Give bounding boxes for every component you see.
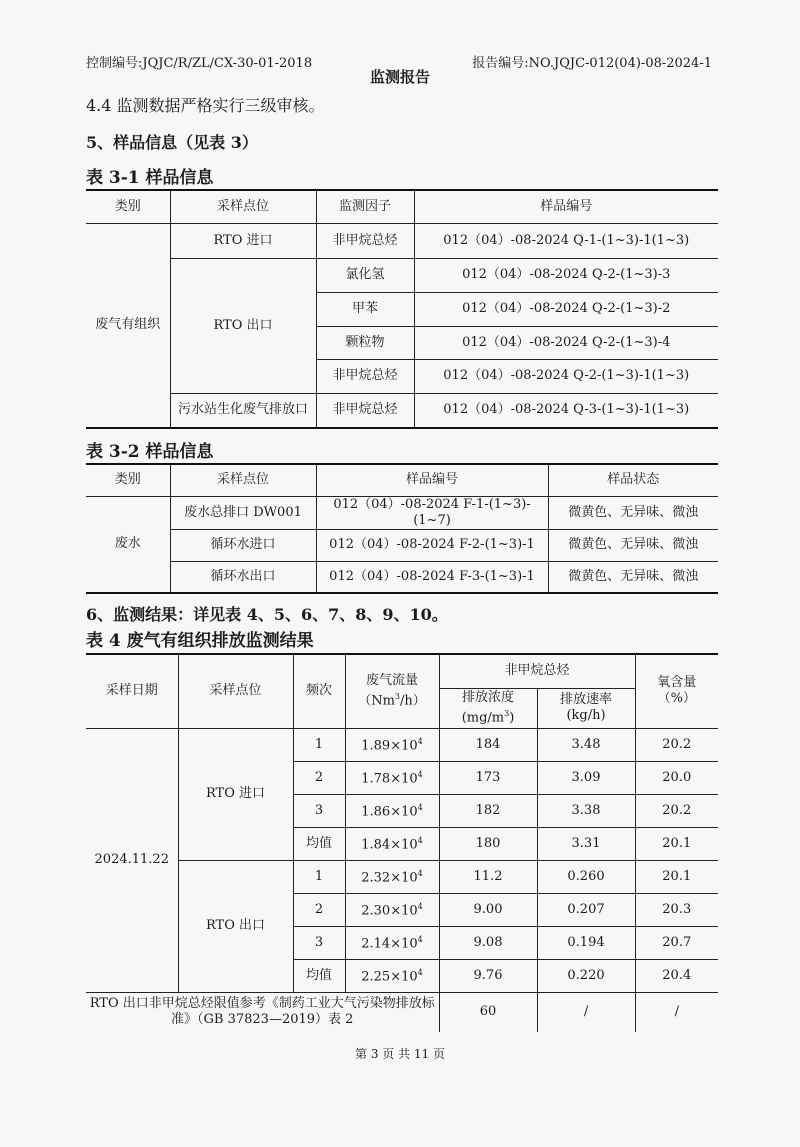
o2-cell: 20.2 — [635, 728, 718, 761]
freq-cell: 3 — [293, 926, 345, 959]
table-3-1-caption: 表 3-1 样品信息 — [86, 168, 214, 188]
point-cell: RTO 出口 — [178, 860, 293, 992]
table-header: 监测因子 — [316, 190, 414, 223]
category-cell: 废水 — [86, 496, 170, 593]
limit-rate-cell: / — [537, 992, 635, 1032]
conc-cell: 9.00 — [439, 893, 537, 926]
rate-cell: 3.31 — [537, 827, 635, 860]
table-header: 样品状态 — [548, 464, 718, 496]
freq-cell: 1 — [293, 860, 345, 893]
factor-cell: 非甲烷总烃 — [316, 393, 414, 428]
factor-cell: 颗粒物 — [316, 326, 414, 359]
rate-cell: 0.260 — [537, 860, 635, 893]
section-5-heading: 5、样品信息（见表 3） — [86, 133, 258, 152]
freq-cell: 均值 — [293, 959, 345, 992]
table-header: 采样日期 — [86, 654, 178, 728]
code-cell: 012（04）-08-2024 F-2-(1~3)-1 — [316, 529, 548, 561]
table-header — [345, 654, 439, 728]
o2-cell: 20.0 — [635, 761, 718, 794]
o2-cell: 20.1 — [635, 860, 718, 893]
o2-cell: 20.4 — [635, 959, 718, 992]
factor-cell: 氯化氢 — [316, 258, 414, 292]
factor-cell: 非甲烷总烃 — [316, 223, 414, 258]
conc-unit: $(mg/m^3)$ — [461, 708, 515, 726]
code-cell: 012（04）-08-2024 F-3-(1~3)-1 — [316, 561, 548, 593]
limit-o2-cell: / — [635, 992, 718, 1032]
conc-header: 排放浓度 — [461, 689, 514, 705]
table-4-caption: 表 4 废气有组织排放监测结果 — [86, 631, 314, 651]
freq-cell: 1 — [293, 728, 345, 761]
table-3-2-caption: 表 3-2 样品信息 — [86, 442, 214, 462]
flow-cell: $1.89\times 10^4$ — [345, 728, 439, 761]
limit-text-cell: RTO 出口非甲烷总烃限值参考《制药工业大气污染物排放标准》（GB 37823—2019）表 2 — [86, 992, 439, 1032]
paragraph-4-4: 4.4 监测数据严格实行三级审核。 — [86, 96, 325, 115]
document-title: 监测报告 — [369, 68, 430, 86]
o2-header: 氧含量 — [657, 675, 697, 691]
rate-header: 排放速率 — [560, 692, 613, 707]
flow-cell: $2.32\times 10^4$ — [345, 860, 439, 893]
freq-cell: 3 — [293, 794, 345, 827]
rate-cell: 0.220 — [537, 959, 635, 992]
point-cell: RTO 出口 — [170, 258, 316, 393]
o2-unit: （%） — [657, 691, 696, 707]
code-cell: 012（04）-08-2024 Q-2-(1~3)-4 — [414, 326, 718, 359]
rate-unit: (kg/h) — [566, 708, 606, 723]
flow-unit: （Nm$^3$/h） — [358, 692, 426, 709]
freq-cell: 均值 — [293, 827, 345, 860]
table-header: 采样点位 — [170, 464, 316, 496]
code-cell: 012（04）-08-2024 Q-2-(1~3)-2 — [414, 292, 718, 326]
limit-conc-cell: 60 — [439, 992, 537, 1032]
table-header: 非甲烷总烃 — [439, 654, 635, 688]
point-cell: 废水总排口 DW001 — [170, 496, 316, 529]
flow-cell: $1.86\times 10^4$ — [345, 794, 439, 827]
conc-cell: 184 — [439, 728, 537, 761]
code-cell: 012（04）-08-2024 F-1-(1~3)-(1~7) — [316, 496, 548, 529]
flow-cell: $1.78\times 10^4$ — [345, 761, 439, 794]
point-cell: 循环水出口 — [170, 561, 316, 593]
table-header: 类别 — [86, 464, 170, 496]
table-header — [635, 654, 718, 728]
rate-cell: 3.48 — [537, 728, 635, 761]
freq-cell: 2 — [293, 761, 345, 794]
rate-cell: 3.09 — [537, 761, 635, 794]
o2-cell: 20.2 — [635, 794, 718, 827]
flow-cell: $2.30\times 10^4$ — [345, 893, 439, 926]
table-4 — [86, 653, 718, 1032]
conc-cell: 9.76 — [439, 959, 537, 992]
table-header: 采样点位 — [178, 654, 293, 728]
state-cell: 微黄色、无异味、微浊 — [548, 529, 718, 561]
o2-cell: 20.7 — [635, 926, 718, 959]
code-cell: 012（04）-08-2024 Q-2-(1~3)-3 — [414, 258, 718, 292]
state-cell: 微黄色、无异味、微浊 — [548, 496, 718, 529]
factor-cell: 甲苯 — [316, 292, 414, 326]
rate-cell: 0.207 — [537, 893, 635, 926]
date-cell: 2024.11.22 — [86, 728, 178, 992]
o2-cell: 20.1 — [635, 827, 718, 860]
table-3-2 — [86, 463, 718, 594]
page-footer: 第 3 页 共 11 页 — [355, 1047, 445, 1061]
flow-cell: $2.14\times 10^4$ — [345, 926, 439, 959]
point-cell: 污水站生化废气排放口 — [170, 393, 316, 428]
point-cell: 循环水进口 — [170, 529, 316, 561]
table-header — [439, 688, 537, 728]
conc-cell: 173 — [439, 761, 537, 794]
factor-cell: 非甲烷总烃 — [316, 359, 414, 393]
flow-cell: $2.25\times 10^4$ — [345, 959, 439, 992]
table-3-1 — [86, 189, 718, 429]
point-cell: RTO 进口 — [178, 728, 293, 860]
table-header: 采样点位 — [170, 190, 316, 223]
point-cell: RTO 进口 — [170, 223, 316, 258]
category-cell: 废气有组织 — [86, 223, 170, 428]
conc-cell: 11.2 — [439, 860, 537, 893]
conc-cell: 9.08 — [439, 926, 537, 959]
o2-cell: 20.3 — [635, 893, 718, 926]
table-header: 样品编号 — [414, 190, 718, 223]
control-number: 控制编号:JQJC/R/ZL/CX-30-01-2018 — [86, 56, 313, 71]
conc-cell: 182 — [439, 794, 537, 827]
flow-header: 废气流量 — [365, 673, 418, 689]
code-cell: 012（04）-08-2024 Q-2-(1~3)-1(1~3) — [414, 359, 718, 393]
table-header: 频次 — [293, 654, 345, 728]
freq-cell: 2 — [293, 893, 345, 926]
conc-cell: 180 — [439, 827, 537, 860]
table-header — [537, 688, 635, 728]
rate-cell: 0.194 — [537, 926, 635, 959]
state-cell: 微黄色、无异味、微浊 — [548, 561, 718, 593]
table-header: 类别 — [86, 190, 170, 223]
section-6-heading: 6、监测结果：详见表 4、5、6、7、8、9、10。 — [86, 605, 448, 624]
rate-cell: 3.38 — [537, 794, 635, 827]
code-cell: 012（04）-08-2024 Q-3-(1~3)-1(1~3) — [414, 393, 718, 428]
report-number: 报告编号:NO.JQJC-012(04)-08-2024-1 — [472, 56, 712, 71]
code-cell: 012（04）-08-2024 Q-1-(1~3)-1(1~3) — [414, 223, 718, 258]
table-header: 样品编号 — [316, 464, 548, 496]
flow-cell: $1.84\times 10^4$ — [345, 827, 439, 860]
